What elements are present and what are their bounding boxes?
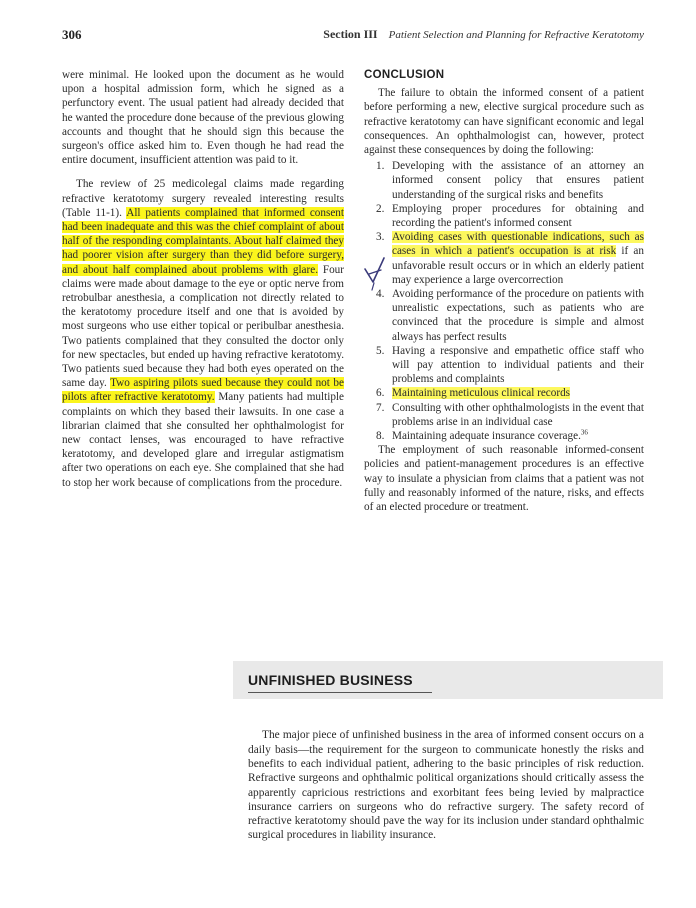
list-item — [364, 287, 644, 344]
list-number: 7. — [376, 401, 385, 414]
text-run: Four claims were made about damage to the eye or optic nerve from retrobulbar anesthesia, a complication not directly related to the keratotomy procedure itself and one that is avoided by most surgeons who use either topical or peribulbar anesthesia. Two patients complained that they consulted the doctor only for new spectacles, but ended up having refractive keratotomy. Two patients sued because they had both eyes operated on the same day. — [62, 263, 344, 390]
text-run: Many patients had multiple complaints on which they based their lawsuits. In one case a librarian claimed that she consulted her ophthalmologist for new contact lenses, was encouraged to have refractive keratotomy, and developed glare and irregular astigmatism after two operations on each eye. She complained that she had to stop her work because of complications from the procedure. — [62, 391, 345, 489]
list-text: Avoiding performance of the procedure on patients with unrealistic expectations, such as patients who are convinced that the procedure is simple and almost always has perfect results — [392, 288, 644, 343]
highlighted-text: Two aspiring pilots sued because they could not be pilots after refractive keratotomy. — [62, 377, 344, 404]
list-item — [364, 344, 644, 387]
list-number: 8. — [376, 430, 385, 443]
list-text: Maintaining adequate insurance coverage. — [392, 430, 581, 443]
list-item — [364, 386, 644, 400]
list-number: 1. — [376, 160, 385, 173]
footnote-reference: 36 — [580, 428, 588, 437]
running-head — [323, 27, 644, 42]
conclusion-outro: The employment of such reasonable informed-consent policies and patient-management procedures is an effective way to insulate a physician from claims that a patient was not fully and reasonably informed of the nature, risks, and effects of an elected procedure or treatment. — [364, 444, 644, 514]
list-item — [364, 159, 644, 202]
list-number: 2. — [376, 202, 385, 215]
paragraph-continued: were minimal. He looked upon the document as he would upon a hospital admission form, which he signed as a perfunctory event. The usual patient had already decided that he wanted the procedure done because of the previous glowing accounts and thought that he should sign this because the surgeon's office asked him to. Even though he had read the entire document, insufficient attention was paid to it. — [62, 69, 344, 167]
list-number: 4. — [376, 288, 385, 301]
list-text: Developing with the assistance of an attorney an informed consent policy that ensures patient understanding of the surgical risks and benefits — [392, 160, 644, 201]
list-text: Employing proper procedures for obtaining and recording the patient's informed consent — [392, 202, 644, 230]
left-column — [62, 68, 344, 490]
unfinished-business-heading: UNFINISHED BUSINESS — [248, 672, 413, 688]
right-column — [364, 68, 644, 514]
list-item — [364, 202, 644, 230]
conclusion-list — [364, 159, 644, 443]
conclusion-intro: The failure to obtain the informed consent of a patient before performing a new, elective surgical procedure such as refractive keratotomy can have significant economic and legal consequences. An ophthalmologist can, however, protect against these consequences by doing the following: — [364, 87, 644, 157]
unfinished-business-body: The major piece of unfinished business in the area of informed consent occurs on a daily basis—the requirement for the surgeon to communicate honestly the risks and benefits to each individual patient, adhering to the basic principles of risk reduction. Refractive surgeons and ophthalmic political organizations should critically assess the apparently capricious restrictions and exorbitant fees being levied by malpractice insurance carriers on surgeons who do refractive surgery. The safety record of refractive keratotomy should pave the way for its inclusion under standard ophthalmic surgical procedures in liability insurance. — [248, 729, 644, 842]
list-text: if an unfavorable result occurs or in which an elderly patient may experience a large overcorrection — [392, 245, 644, 286]
page-number: 306 — [62, 27, 82, 42]
list-number: 3. — [376, 231, 385, 244]
paragraph-medicolegal-review — [62, 177, 344, 489]
list-text: Consulting with other ophthalmologists in the event that problems arise in an individual case — [392, 401, 645, 428]
chapter-title: Patient Selection and Planning for Refractive Keratotomy — [388, 29, 644, 41]
section-label: Section III — [323, 27, 378, 41]
text-run: The review of 25 medicolegal claims made regarding refractive keratotomy surgery revealed interesting results (Table 11-1). — [62, 178, 344, 219]
highlighted-text: Avoiding cases with questionable indications, such as cases in which a patient's occupation is at risk — [392, 231, 644, 258]
list-item — [364, 429, 644, 443]
highlighted-text: Maintaining meticulous clinical records — [392, 387, 571, 400]
list-item — [364, 401, 644, 429]
list-item — [364, 230, 644, 287]
heading-underline — [248, 692, 432, 693]
list-number: 6. — [376, 387, 385, 400]
handwritten-check-mark — [362, 252, 388, 292]
conclusion-heading: CONCLUSION — [364, 69, 445, 81]
highlighted-text: All patients complained that informed consent had been inadequate and this was the chief complaint of about half of the responding complaintants. About half claimed they had poorer vision after surgery than they did before surgery, and about half complained about problems with glare. — [62, 206, 344, 276]
list-text: Having a responsive and empathetic office staff who will pay attention to individual patients and their problems and complaints — [392, 344, 644, 386]
list-number: 5. — [376, 344, 385, 357]
